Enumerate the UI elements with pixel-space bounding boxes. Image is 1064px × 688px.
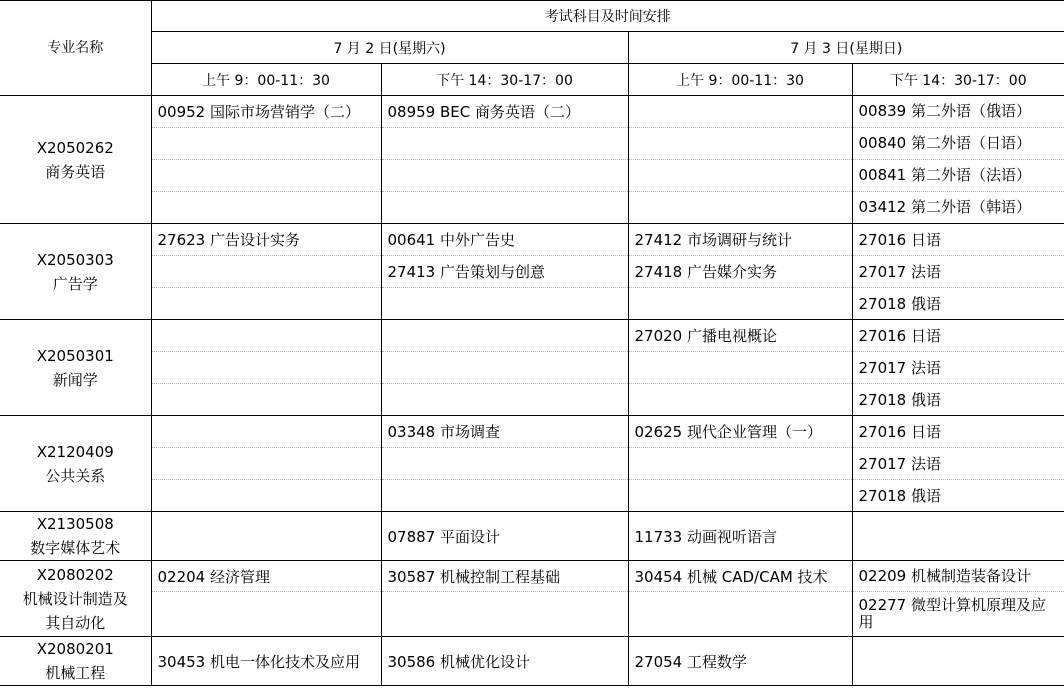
course-cell-day1-pm: 08959 BEC 商务英语（二） [381,96,628,128]
course-cell-day1-am [151,512,381,561]
major-code: X2130508 [36,515,114,533]
major-name: 数字媒体艺术 [30,539,121,557]
course-cell-day2-pm: 02209 机械制造装备设计 [852,561,1064,592]
course-cell-day2-am: 30454 机械 CAD/CAM 技术 [628,561,852,592]
course-cell-day1-pm: 27413 广告策划与创意 [381,256,628,288]
day1-pm-header: 下午 14：30-17：00 [381,64,628,96]
course-cell-day2-pm [852,637,1064,686]
major-name: 机械工程 [45,664,106,682]
course-cell-day2-am [628,96,852,128]
table-row [0,512,1064,561]
major-cell [0,96,151,224]
major-code: X2050301 [36,346,114,365]
course-cell-day1-am [151,416,381,448]
course-cell-day1-am [151,192,381,224]
course-cell-day2-pm: 00840 第二外语（日语） [852,128,1064,160]
course-cell-day2-am: 27418 广告媒介实务 [628,256,852,288]
course-cell-day1-am [151,592,381,637]
course-cell-day2-pm: 27016 日语 [852,224,1064,256]
day1-header: 7 月 2 日(星期六) [151,32,628,64]
table-row [0,128,1064,160]
table-row [0,416,1064,448]
table-row [0,224,1064,256]
course-cell-day1-pm [381,480,628,512]
major-cell [0,416,151,512]
course-cell-day1-pm [381,448,628,480]
course-cell-day1-pm [381,592,628,637]
course-cell-day2-am: 27054 工程数学 [628,637,852,686]
course-cell-day1-am: 30453 机电一体化技术及应用 [151,637,381,686]
course-cell-day2-am [628,288,852,320]
course-cell-day2-am: 11733 动画视听语言 [628,512,852,561]
course-cell-day2-pm: 00841 第二外语（法语） [852,160,1064,192]
table-row [0,384,1064,416]
course-cell-day1-am: 27623 广告设计实务 [151,224,381,256]
course-cell-day2-pm: 02277 微型计算机原理及应用 [852,592,1064,637]
course-cell-day2-pm: 00839 第二外语（俄语） [852,96,1064,128]
course-cell-day1-am: 00952 国际市场营销学（二） [151,96,381,128]
table-row [0,561,1064,592]
major-cell [0,320,151,416]
major-cell [0,561,151,637]
course-cell-day1-am [151,128,381,160]
course-cell-day1-am [151,480,381,512]
major-name: 其自动化 [45,613,106,632]
table-row [0,192,1064,224]
table-row [0,288,1064,320]
course-cell-day2-pm: 27017 法语 [852,352,1064,384]
course-cell-day1-pm [381,160,628,192]
course-cell-day2-pm: 27017 法语 [852,256,1064,288]
schedule-title: 考试科目及时间安排 [151,1,1064,32]
major-cell [0,512,151,561]
course-cell-day2-pm: 27016 日语 [852,320,1064,352]
course-cell-day2-pm: 27016 日语 [852,416,1064,448]
course-cell-day2-pm: 27018 俄语 [852,384,1064,416]
table-row [0,592,1064,637]
course-cell-day1-pm: 30587 机械控制工程基础 [381,561,628,592]
major-code: X2050262 [36,138,114,157]
course-cell-day1-am [151,160,381,192]
table-row [0,96,1064,128]
major-name: 公共关系 [45,466,106,485]
course-cell-day1-pm: 03348 市场调查 [381,416,628,448]
course-cell-day1-am: 02204 经济管理 [151,561,381,592]
major-cell [0,224,151,320]
course-cell-day2-am: 27020 广播电视概论 [628,320,852,352]
course-cell-day2-pm: 27017 法语 [852,448,1064,480]
course-cell-day1-pm [381,352,628,384]
table-row [0,480,1064,512]
course-cell-day2-am [628,128,852,160]
major-code: X2080201 [36,640,114,658]
major-code: X2050303 [36,250,114,269]
table-row [0,320,1064,352]
course-cell-day1-pm [381,320,628,352]
major-code: X2120409 [36,442,114,461]
major-name: 商务英语 [45,162,106,181]
table-row [0,160,1064,192]
course-cell-day1-pm: 00641 中外广告史 [381,224,628,256]
course-cell-day2-am [628,160,852,192]
day2-header: 7 月 3 日(星期日) [628,32,1064,64]
course-cell-day1-am [151,288,381,320]
table-row [0,256,1064,288]
course-cell-day2-am: 27412 市场调研与统计 [628,224,852,256]
course-cell-day1-am [151,352,381,384]
day1-am-header: 上午 9：00-11：30 [151,64,381,96]
major-code: X2080202 [36,565,114,584]
day2-am-header: 上午 9：00-11：30 [628,64,852,96]
course-cell-day2-am [628,592,852,637]
major-name: 机械设计制造及 [22,589,128,608]
course-cell-day2-am [628,192,852,224]
course-cell-day2-pm: 27018 俄语 [852,480,1064,512]
course-cell-day2-pm [852,512,1064,561]
major-name: 广告学 [52,274,98,293]
course-cell-day1-pm [381,128,628,160]
major-cell [0,637,151,686]
course-cell-day2-pm: 03412 第二外语（韩语） [852,192,1064,224]
course-cell-day1-pm [381,192,628,224]
table-row [0,637,1064,686]
course-cell-day2-pm: 27018 俄语 [852,288,1064,320]
course-cell-day2-am [628,352,852,384]
course-cell-day1-pm: 07887 平面设计 [381,512,628,561]
course-cell-day2-am [628,448,852,480]
course-cell-day2-am [628,480,852,512]
course-cell-day1-am [151,256,381,288]
course-cell-day1-pm [381,384,628,416]
table-row [0,352,1064,384]
day2-pm-header: 下午 14：30-17：00 [852,64,1064,96]
major-name: 新闻学 [52,370,98,389]
course-cell-day2-am: 02625 现代企业管理（一） [628,416,852,448]
course-cell-day1-am [151,384,381,416]
table-row [0,448,1064,480]
major-column-header: 专业名称 [0,1,151,96]
course-cell-day1-pm: 30586 机械优化设计 [381,637,628,686]
course-cell-day1-am [151,320,381,352]
course-cell-day2-am [628,384,852,416]
course-cell-day1-pm [381,288,628,320]
course-cell-day1-am [151,448,381,480]
